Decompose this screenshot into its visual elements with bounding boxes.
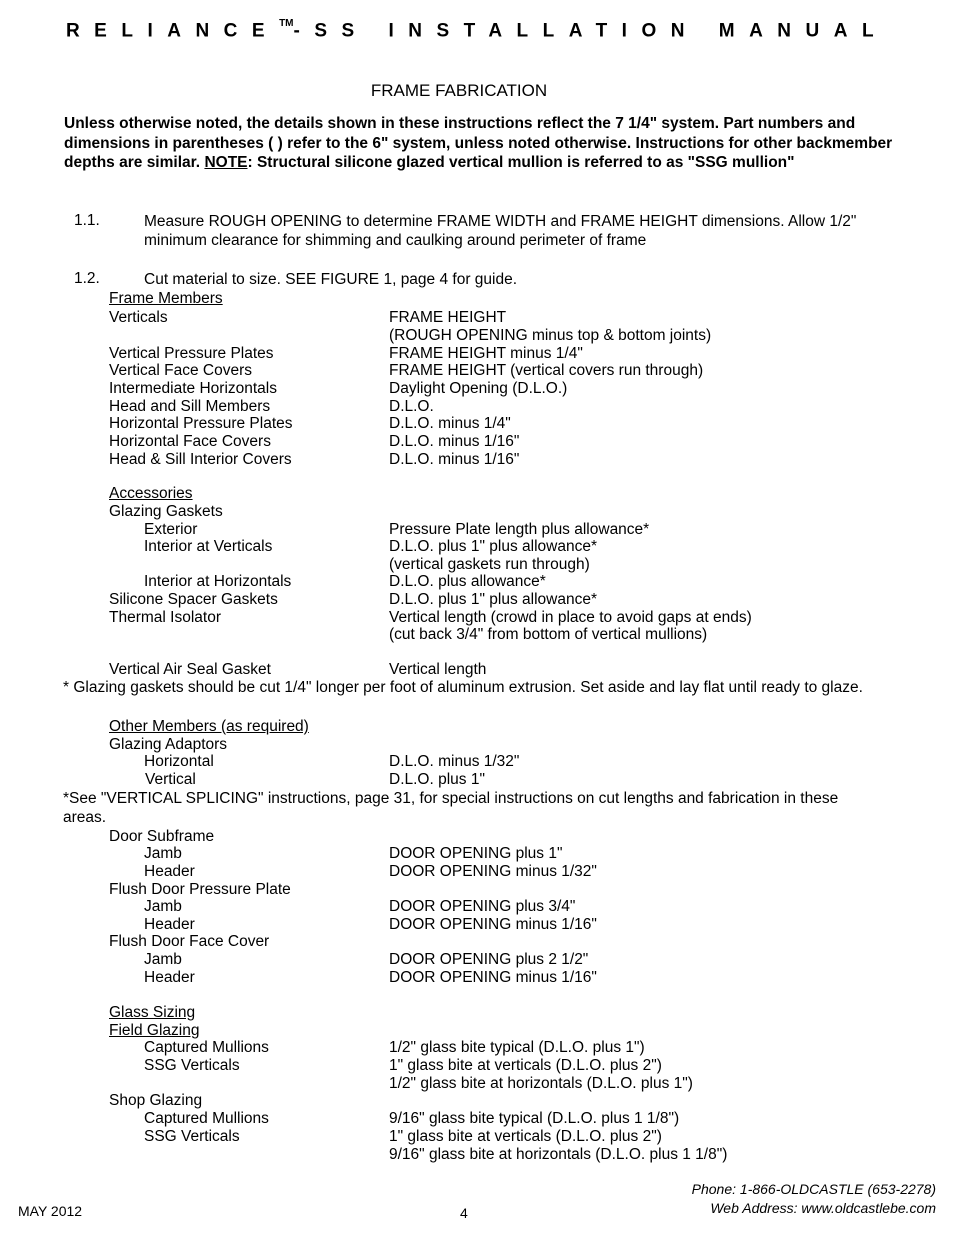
row-label: Intermediate Horizontals xyxy=(109,380,277,397)
row-value: 1" glass bite at verticals (D.L.O. plus 2") xyxy=(389,1128,662,1145)
row-label: Captured Mullions xyxy=(144,1110,269,1127)
splice-note: *See "VERTICAL SPLICING" instructions, page 31, for special instructions on cut lengths and fabrication in these areas. xyxy=(63,790,839,826)
footer-date: MAY 2012 xyxy=(18,1203,83,1219)
row-value: D.L.O. minus 1/32" xyxy=(389,753,520,770)
row-value: FRAME HEIGHT minus 1/4" xyxy=(389,345,583,362)
row-label: Header xyxy=(144,863,195,880)
row-value: D.L.O. plus 1" plus allowance* xyxy=(389,591,597,608)
row-value: (ROUGH OPENING minus top & bottom joints) xyxy=(389,327,712,344)
face-cover-label: Flush Door Face Cover xyxy=(109,933,270,950)
row-label: Thermal Isolator xyxy=(109,609,221,626)
row-value: (cut back 3/4" from bottom of vertical mullions) xyxy=(389,626,708,643)
page-number: 4 xyxy=(460,1205,468,1221)
row-label: Exterior xyxy=(144,521,198,538)
row-label: Horizontal Pressure Plates xyxy=(109,415,293,432)
contact-web: Web Address: www.oldcastlebe.com xyxy=(710,1200,936,1216)
row-value: 9/16" glass bite at horizontals (D.L.O. plus 1 1/8") xyxy=(389,1146,728,1163)
row-value: Daylight Opening (D.L.O.) xyxy=(389,380,568,397)
shop-glazing-label: Shop Glazing xyxy=(109,1092,203,1109)
row-value: 1" glass bite at verticals (D.L.O. plus 2") xyxy=(389,1057,662,1074)
row-label: Header xyxy=(144,969,195,986)
intro-text: Unless otherwise noted, the details shown in these instructions reflect the 7 1/4" system. Part numbers and dimensions in parentheses ( ) refer to the 6" system, unless noted otherwise. Instructions for other backmember depths are similar. xyxy=(64,115,893,171)
row-value: DOOR OPENING minus 1/16" xyxy=(389,969,597,986)
other-members-heading: Other Members (as required) xyxy=(109,718,309,735)
row-value: DOOR OPENING minus 1/16" xyxy=(389,916,597,933)
row-label: Verticals xyxy=(109,309,168,326)
step-number: 1.2. xyxy=(74,270,100,287)
row-value: DOOR OPENING plus 2 1/2" xyxy=(389,951,589,968)
glazing-gaskets-label: Glazing Gaskets xyxy=(109,503,223,520)
row-label: SSG Verticals xyxy=(144,1128,240,1145)
note-text: : Structural silicone glazed vertical mullion is referred to as "SSG mullion" xyxy=(247,154,795,171)
row-label: Vertical xyxy=(145,771,196,788)
glazing-adaptors-label: Glazing Adaptors xyxy=(109,736,228,753)
row-value: 1/2" glass bite at horizontals (D.L.O. plus 1") xyxy=(389,1075,693,1092)
contact-block xyxy=(692,1180,936,1218)
step-number: 1.1. xyxy=(74,212,100,229)
row-value: D.L.O. plus allowance* xyxy=(389,573,546,590)
row-label: Interior at Horizontals xyxy=(144,573,292,590)
row-label: Vertical Face Covers xyxy=(109,362,252,379)
row-value: DOOR OPENING minus 1/32" xyxy=(389,863,597,880)
note-label: NOTE xyxy=(204,154,248,171)
row-value: D.L.O. minus 1/4" xyxy=(389,415,511,432)
row-value: D.L.O. plus 1" plus allowance* xyxy=(389,538,597,555)
glass-sizing-heading: Glass Sizing xyxy=(109,1004,196,1021)
page-title: FRAME FABRICATION xyxy=(370,81,548,100)
row-label: Head & Sill Interior Covers xyxy=(109,451,292,468)
row-label: Vertical Pressure Plates xyxy=(109,345,274,362)
header-rest: -SS INSTALLATION MANUAL xyxy=(293,20,889,42)
row-value: D.L.O. minus 1/16" xyxy=(389,451,520,468)
header-brand: RELIANCE xyxy=(65,20,280,42)
manual-header xyxy=(0,18,954,40)
frame-members-heading: Frame Members xyxy=(109,290,223,307)
field-glazing-label: Field Glazing xyxy=(109,1022,200,1039)
intro-paragraph xyxy=(64,114,894,173)
row-label: Header xyxy=(144,916,195,933)
row-label: Head and Sill Members xyxy=(109,398,271,415)
door-subframe-label: Door Subframe xyxy=(109,828,215,845)
trademark-mark: TM xyxy=(279,18,294,29)
row-label: Jamb xyxy=(144,898,182,915)
row-value: FRAME HEIGHT (vertical covers run through) xyxy=(389,362,704,379)
row-label: Horizontal Face Covers xyxy=(109,433,271,450)
row-value: D.L.O. xyxy=(389,398,434,415)
row-label: Jamb xyxy=(144,951,182,968)
row-value: Vertical length (crowd in place to avoid gaps at ends) xyxy=(389,609,752,626)
row-value: Pressure Plate length plus allowance* xyxy=(389,521,650,538)
row-label: Captured Mullions xyxy=(144,1039,269,1056)
row-label: Silicone Spacer Gaskets xyxy=(109,591,278,608)
pressure-plate-label: Flush Door Pressure Plate xyxy=(109,881,291,898)
row-label: Jamb xyxy=(144,845,182,862)
contact-phone: Phone: 1-866-OLDCASTLE (653-2278) xyxy=(691,1181,936,1197)
row-label: Horizontal xyxy=(144,753,214,770)
row-label: Interior at Verticals xyxy=(144,538,273,555)
step-text: Measure ROUGH OPENING to determine FRAME WIDTH and FRAME HEIGHT dimensions. Allow 1/2" minimum clearance for shimming and caulking around perimeter of frame xyxy=(144,213,857,249)
row-label: Vertical Air Seal Gasket xyxy=(109,661,271,678)
row-value: D.L.O. plus 1" xyxy=(389,771,485,788)
row-value: DOOR OPENING plus 3/4" xyxy=(389,898,576,915)
row-value: D.L.O. minus 1/16" xyxy=(389,433,520,450)
row-value: Vertical length xyxy=(389,661,487,678)
row-value: DOOR OPENING plus 1" xyxy=(389,845,563,862)
row-value: FRAME HEIGHT xyxy=(389,309,507,326)
row-value: 9/16" glass bite typical (D.L.O. plus 1 1/8") xyxy=(389,1110,680,1127)
gasket-footnote: * Glazing gaskets should be cut 1/4" longer per foot of aluminum extrusion. Set aside and lay flat until ready to glaze. xyxy=(63,679,863,696)
row-value: (vertical gaskets run through) xyxy=(389,556,590,573)
step-text: Cut material to size. SEE FIGURE 1, page 4 for guide. xyxy=(144,271,518,288)
row-label: SSG Verticals xyxy=(144,1057,240,1074)
row-value: 1/2" glass bite typical (D.L.O. plus 1") xyxy=(389,1039,645,1056)
accessories-heading: Accessories xyxy=(109,485,193,502)
